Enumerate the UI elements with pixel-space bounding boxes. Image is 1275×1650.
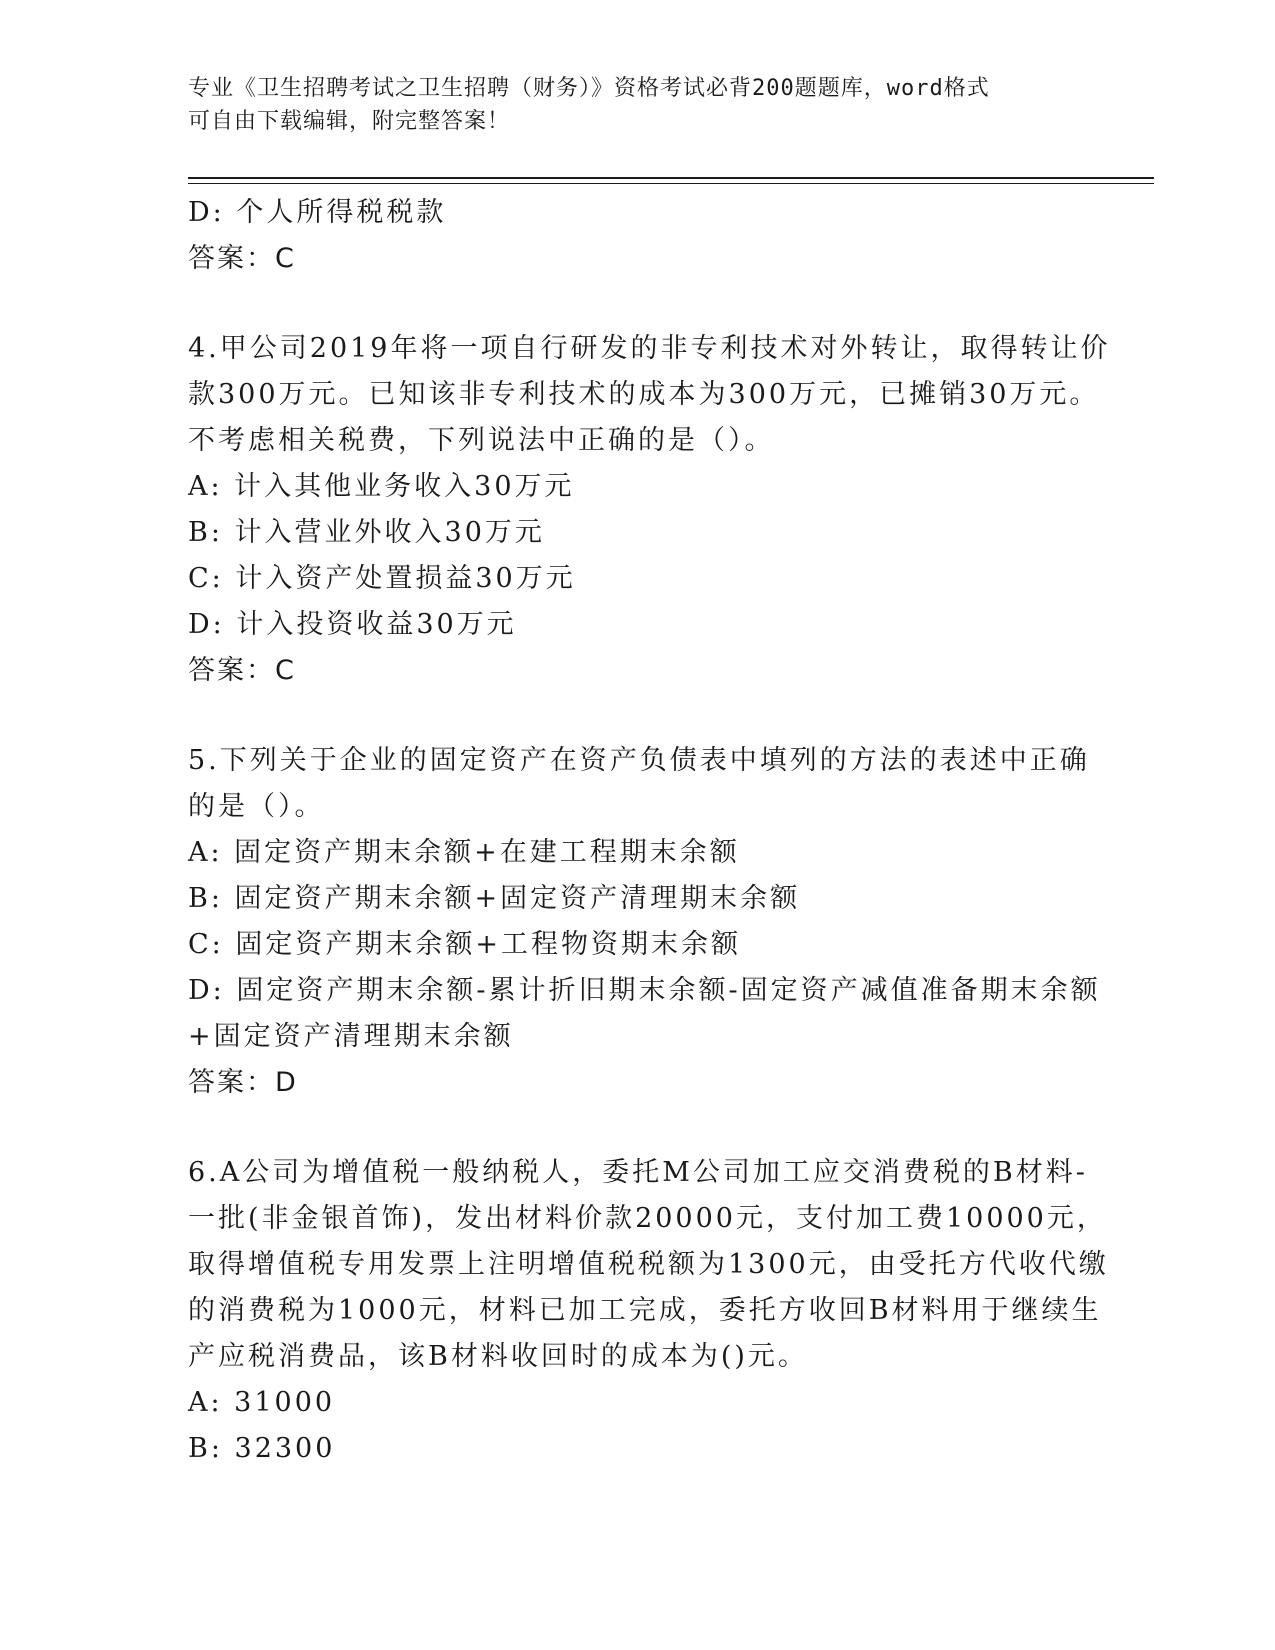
question-6: [188, 1150, 1109, 1472]
document-header: [188, 72, 1068, 138]
header-divider-thin: [188, 183, 1154, 184]
question-5-option-b: B: 固定资产期末余额+固定资产清理期末余额: [188, 883, 801, 914]
spacer: [188, 282, 1078, 326]
question-4: [188, 326, 1111, 694]
question-4-answer: 答案：C: [188, 655, 296, 686]
question-4-option-b: B: 计入营业外收入30万元: [188, 517, 545, 548]
question-3-tail: [188, 190, 1078, 282]
question-6-stem-line-2: 一批(非金银首饰)，发出材料价款20000元，支付加工费10000元，: [188, 1203, 1107, 1234]
question-5-option-d-continued: +固定资产清理期末余额: [188, 1021, 514, 1052]
question-6-stem-line-3: 取得增值税专用发票上注明增值税税额为1300元，由受托方代收代缴: [188, 1249, 1109, 1280]
question-6-stem-line-1: 6.A公司为增值税一般纳税人，委托M公司加工应交消费税的B材料-: [188, 1157, 1088, 1188]
question-5-stem-line-1: 5.下列关于企业的固定资产在资产负债表中填列的方法的表述中正确: [188, 745, 1090, 776]
question-6-option-a: A: 31000: [188, 1387, 336, 1418]
spacer: [188, 1106, 1078, 1150]
question-5-option-d: D: 固定资产期末余额-累计折旧期末余额-固定资产减值准备期末余额: [188, 975, 1101, 1006]
question-4-stem-line-1: 4.甲公司2019年将一项自行研发的非专利技术对外转让，取得转让价: [188, 333, 1111, 364]
document-body: [188, 190, 1111, 1472]
question-6-option-b: B: 32300: [188, 1433, 336, 1464]
question-3-answer: 答案：C: [188, 243, 296, 274]
question-5-option-a: A: 固定资产期末余额+在建工程期末余额: [188, 837, 740, 868]
question-5-stem-line-2: 的是（）。: [188, 791, 325, 822]
question-6-stem-line-5: 产应税消费品，该B材料收回时的成本为()元。: [188, 1341, 808, 1372]
header-line-1: 专业《卫生招聘考试之卫生招聘（财务）》资格考试必背200题题库，word格式: [188, 76, 990, 101]
spacer: [188, 694, 1078, 738]
question-4-stem-line-2: 款300万元。已知该非专利技术的成本为300万元，已摊销30万元。: [188, 379, 1100, 410]
question-4-option-d: D: 计入投资收益30万元: [188, 609, 517, 640]
question-4-option-c: C: 计入资产处置损益30万元: [188, 563, 576, 594]
header-divider-thick: [188, 177, 1154, 179]
question-4-option-a: A: 计入其他业务收入30万元: [188, 471, 575, 502]
question-4-stem-line-3: 不考虑相关税费，下列说法中正确的是（）。: [188, 425, 775, 456]
header-line-2: 可自由下载编辑，附完整答案！: [188, 109, 511, 134]
question-5-option-c: C: 固定资产期末余额+工程物资期末余额: [188, 929, 741, 960]
question-3-option-d: D: 个人所得税税款: [188, 197, 447, 228]
question-5-answer: 答案：D: [188, 1067, 298, 1098]
question-5: [188, 738, 1101, 1106]
question-6-stem-line-4: 的消费税为1000元，材料已加工完成，委托方收回B材料用于继续生: [188, 1295, 1102, 1326]
